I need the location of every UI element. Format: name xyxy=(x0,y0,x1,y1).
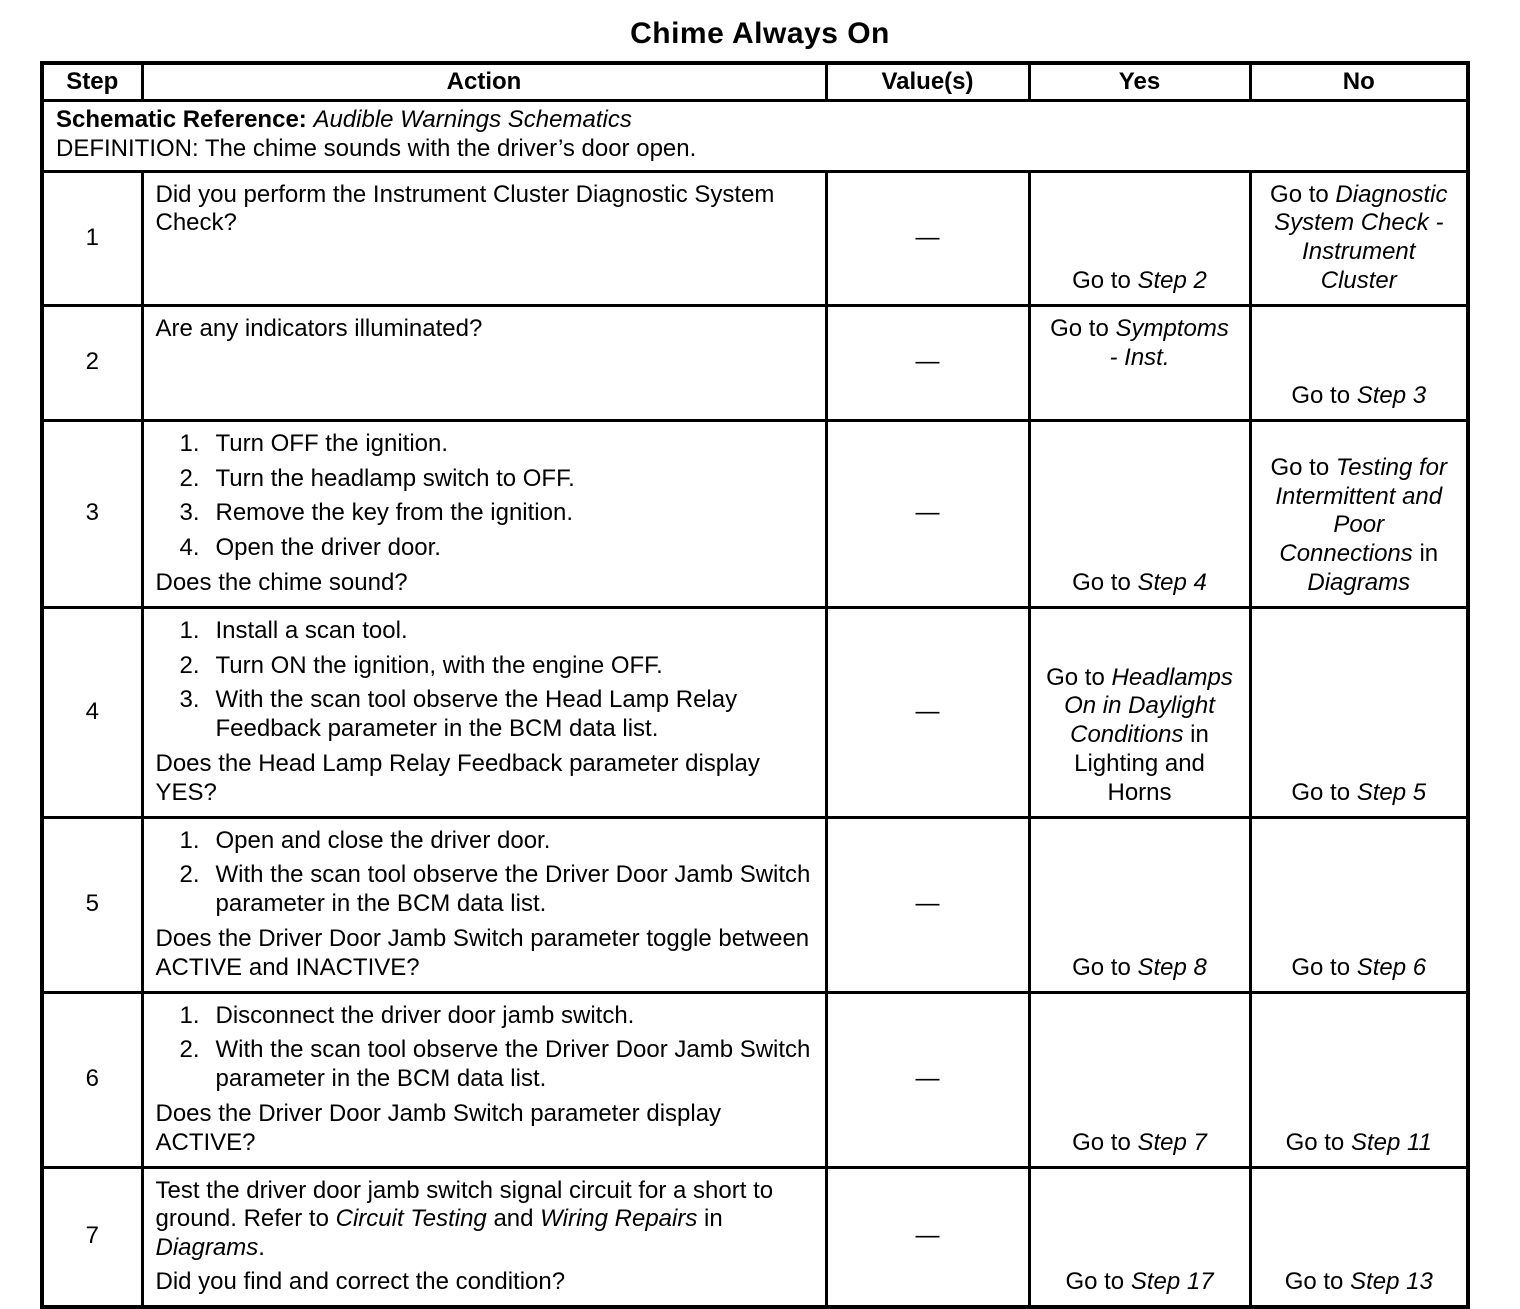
action-question: Does the Driver Door Jamb Switch parameter display ACTIVE? xyxy=(155,1099,722,1156)
schematic-reference-value: Audible Warnings Schematics xyxy=(313,106,632,133)
no-cell xyxy=(1250,420,1468,607)
action-paragraph: Test the driver door jamb switch signal circuit for a short to ground. Refer to Circuit Testing and Wiring Repairs in Diagrams. xyxy=(155,1176,774,1262)
header-row xyxy=(42,63,1468,101)
action-question: Does the chime sound? xyxy=(155,568,408,596)
table-row xyxy=(42,817,1468,992)
value-cell: — xyxy=(826,1167,1029,1307)
action-cell xyxy=(142,420,826,607)
value-cell: — xyxy=(826,817,1029,992)
column-header-yes: Yes xyxy=(1029,63,1250,101)
value-cell: — xyxy=(826,420,1029,607)
yes-result: Go to Step 8 xyxy=(1072,953,1207,981)
action-cell xyxy=(142,992,826,1167)
no-cell xyxy=(1250,992,1468,1167)
yes-cell xyxy=(1029,420,1250,607)
action-steps-list xyxy=(156,827,813,919)
no-result: Go to Step 13 xyxy=(1284,1267,1433,1295)
yes-cell xyxy=(1029,607,1250,817)
action-cell xyxy=(142,305,826,420)
yes-result: Go to Headlamps On in Daylight Conditions in Lighting and Horns xyxy=(1046,663,1233,806)
action-step-item: Turn ON the ignition, with the engine OFF. xyxy=(215,651,663,679)
no-cell xyxy=(1250,171,1468,305)
no-cell xyxy=(1250,607,1468,817)
action-step-item: With the scan tool observe the Driver Door Jamb Switch parameter in the BCM data list. xyxy=(215,861,811,918)
action-step-item: Disconnect the driver door jamb switch. xyxy=(215,1001,635,1029)
yes-cell xyxy=(1029,817,1250,992)
schematic-reference-label: Schematic Reference: xyxy=(56,106,307,133)
yes-cell xyxy=(1029,305,1250,420)
step-number: 1 xyxy=(42,171,142,305)
action-steps-list xyxy=(156,430,813,563)
schematic-reference xyxy=(56,106,1454,135)
action-question: Did you find and correct the condition? xyxy=(155,1267,566,1295)
value-cell: — xyxy=(826,992,1029,1167)
table-row xyxy=(42,171,1468,305)
action-step-item: Open the driver door. xyxy=(215,534,441,562)
action-cell xyxy=(142,817,826,992)
action-step-item: With the scan tool observe the Driver Door Jamb Switch parameter in the BCM data list. xyxy=(215,1036,811,1093)
page-title: Chime Always On xyxy=(630,17,890,50)
table-row xyxy=(42,305,1468,420)
value-cell: — xyxy=(826,607,1029,817)
yes-result: Go to Step 17 xyxy=(1065,1267,1214,1295)
column-header-values: Value(s) xyxy=(826,63,1029,101)
no-cell xyxy=(1250,1167,1468,1307)
value-cell: — xyxy=(826,305,1029,420)
yes-cell xyxy=(1029,171,1250,305)
action-step-item: Remove the key from the ignition. xyxy=(215,499,574,527)
no-cell xyxy=(1250,817,1468,992)
step-number: 3 xyxy=(42,420,142,607)
no-result: Go to Step 11 xyxy=(1285,1128,1432,1156)
table-row xyxy=(42,420,1468,607)
column-header-step: Step xyxy=(42,63,142,101)
action-question: Does the Driver Door Jamb Switch parameter toggle between ACTIVE and INACTIVE? xyxy=(155,924,810,981)
no-result: Go to Step 5 xyxy=(1291,778,1427,806)
no-result: Go to Diagnostic System Check - Instrument Cluster xyxy=(1270,180,1448,294)
table-row xyxy=(42,992,1468,1167)
schematic-definition-cell xyxy=(42,101,1468,172)
action-step-item: Turn OFF the ignition. xyxy=(215,429,449,457)
schematic-definition-row xyxy=(42,101,1468,172)
diagnostic-table xyxy=(40,61,1470,1309)
step-number: 6 xyxy=(42,992,142,1167)
yes-result: Go to Step 2 xyxy=(1072,266,1207,294)
table-row xyxy=(42,607,1468,817)
no-result: Go to Testing for Intermittent and Poor Connections in Diagrams xyxy=(1270,453,1448,596)
step-number: 7 xyxy=(42,1167,142,1307)
step-number: 2 xyxy=(42,305,142,420)
action-steps-list xyxy=(156,1002,813,1094)
definition-text: DEFINITION: The chime sounds with the driver’s door open. xyxy=(56,134,697,162)
action-question: Are any indicators illuminated? xyxy=(155,314,483,342)
action-cell xyxy=(142,1167,826,1307)
action-cell xyxy=(142,607,826,817)
action-step-item: Install a scan tool. xyxy=(215,616,408,644)
column-header-action: Action xyxy=(142,63,826,101)
yes-result: Go to Step 4 xyxy=(1072,568,1207,596)
yes-result: Go to Symptoms - Inst. xyxy=(1050,314,1229,371)
table-row xyxy=(42,1167,1468,1307)
step-number: 5 xyxy=(42,817,142,992)
action-cell xyxy=(142,171,826,305)
yes-cell xyxy=(1029,1167,1250,1307)
yes-cell xyxy=(1029,992,1250,1167)
step-number: 4 xyxy=(42,607,142,817)
no-result: Go to Step 3 xyxy=(1291,381,1427,409)
column-header-no: No xyxy=(1250,63,1468,101)
no-cell xyxy=(1250,305,1468,420)
yes-result: Go to Step 7 xyxy=(1072,1128,1207,1156)
action-step-item: Turn the headlamp switch to OFF. xyxy=(215,464,575,492)
no-result: Go to Step 6 xyxy=(1291,953,1427,981)
value-cell: — xyxy=(826,171,1029,305)
action-step-item: With the scan tool observe the Head Lamp Relay Feedback parameter in the BCM data list. xyxy=(215,686,738,743)
action-step-item: Open and close the driver door. xyxy=(215,826,551,854)
action-question: Did you perform the Instrument Cluster Diagnostic System Check? xyxy=(155,180,775,237)
action-steps-list xyxy=(156,617,813,744)
action-question: Does the Head Lamp Relay Feedback parameter display YES? xyxy=(155,749,760,806)
